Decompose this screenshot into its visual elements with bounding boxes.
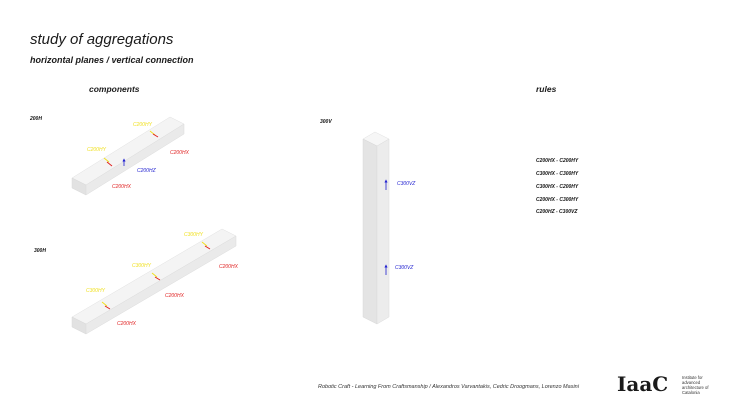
iaac-logo: IaaC	[617, 372, 669, 396]
c200h-label-mid: C200HY	[87, 147, 106, 153]
rule-item: C300HX - C200HY	[536, 184, 579, 190]
c200h-label-bottom: C200HX	[112, 184, 131, 190]
c300h-label-x3: C200HX	[117, 321, 136, 327]
tag-300h: 300H	[34, 248, 46, 254]
c300h-label-x2: C200HX	[165, 293, 184, 299]
c300v-label-upper: C300VZ	[397, 181, 416, 187]
tag-300v: 300V	[320, 119, 332, 125]
tag-200h: 200H	[30, 116, 42, 122]
logo-caption: Institute for advanced architecture of Catalonia	[682, 375, 709, 395]
rule-item: C300HX - C300HY	[536, 171, 579, 177]
c300h-label-x1: C200HX	[219, 264, 238, 270]
page-title: study of aggregations	[30, 31, 174, 48]
rule-item: C200HZ - C300VZ	[536, 209, 578, 215]
c300h-label-y2: C300HY	[132, 263, 151, 269]
footer-credits: Robotic Craft - Learning From Craftsmanship / Alexandros Varvantakis, Cedric Droogmans, Lorenzo Masini	[318, 384, 579, 390]
beam-300h	[72, 229, 236, 334]
c200h-label-z: C200HZ	[137, 168, 156, 174]
rule-item: C200HX - C200HY	[536, 158, 579, 164]
rules-heading: rules	[536, 84, 557, 94]
c200h-label-right: C200HX	[170, 150, 189, 156]
c200h-label-top: C200HY	[133, 122, 152, 128]
c300h-label-y3: C300HY	[86, 288, 105, 294]
column-300v	[363, 132, 389, 324]
c300v-label-lower: C300VZ	[395, 265, 414, 271]
c300h-label-y1: C300HY	[184, 232, 203, 238]
components-heading: components	[89, 84, 140, 94]
rule-item: C200HX - C300HY	[536, 197, 579, 203]
page-subtitle: horizontal planes / vertical connection	[30, 55, 194, 65]
